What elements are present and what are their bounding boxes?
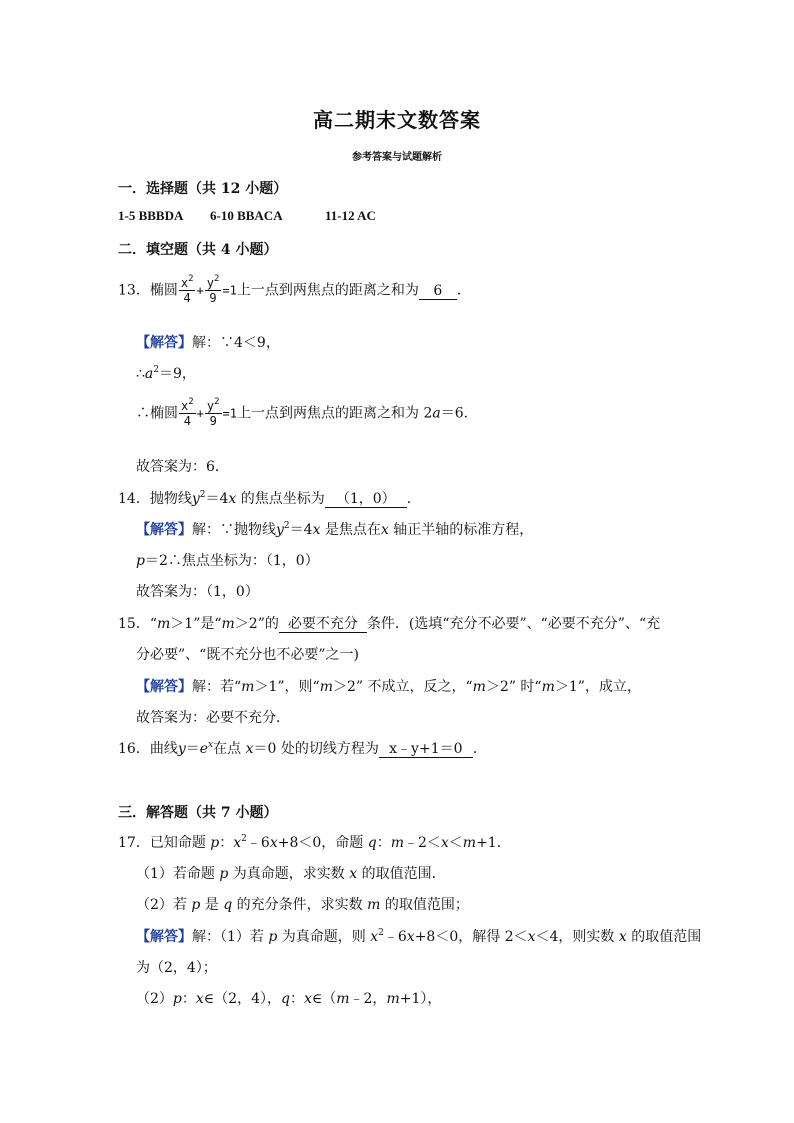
section-heading-fill: 二．填空题（共 4 小题） [118,242,278,258]
choice-answer-2: 6-10 BBACA [210,208,283,223]
section-heading-solve: 三．解答题（共 7 小题） [118,805,278,821]
question-17: 17．已知命题 p：$x^2﹣6x+8<0$，命题 q：m﹣2＜x＜m+1． [118,834,511,851]
solution-17-line3: （2）p：x∈（2，4），q：x∈（m﹣2，m+1）， [136,991,442,1007]
solution-15-line1: 【解答】解：若“m＞1”，则“m＞2” 不成立，反之，“m＞2” 时“m＞1”，成立， [136,679,641,695]
fraction-x2-over-4: $\frac{x^2}{4}$ [180,274,194,305]
solution-14-line1: 【解答】解：∵抛物线$y^2=4x$ 是焦点在x 轴正半轴的标准方程， [136,521,534,538]
question-16: 16．曲线$y=e^x$在点 x＝0 处的切线方程为 x﹣y+1＝0 ． [118,740,487,757]
solution-15-final: 故答案为：必要不充分． [136,710,290,726]
answer-blank-15: 必要不充分 [279,616,367,633]
solution-17-line2: 为（2，4）； [136,960,217,976]
solution-13-line2: $\therefore a^2=9$， [136,365,196,382]
solution-17-line1: 【解答】解：（1）若 p 为真命题，则 $x^2﹣6x+8<0$，解得 2＜x＜4，则实数 x 的取值范围 [136,928,702,945]
answer-blank-16: x﹣y+1＝0 [379,741,473,758]
solution-13-final: 故答案为：6． [136,459,229,475]
solution-14-line2: p＝2∴焦点坐标为：（1，0） [136,553,319,569]
question-17-part1: （1）若命题 p 为真命题，求实数 x 的取值范围． [136,866,446,882]
page-title: 高二期末文数答案 [313,108,481,132]
solution-14-final: 故答案为：（1，0） [136,584,259,600]
question-15: 15．“m＞1”是“m＞2”的 必要不充分 条件．(选填“充分不必要”、“必要不充分”、“充 [118,616,661,632]
section-heading-choice: 一．选择题（共 12 小题） [118,181,288,197]
question-15-line2: 分必要”、“既不充分也不必要”之一) [136,647,359,663]
solution-tag: 【解答】 [136,335,192,351]
question-13: 13．椭圆 $\frac{x^2}{4}$ + $\frac{y^2}{9}$ =1上一点到两焦点的距离之和为 6 ． [118,274,471,305]
fraction-y2-over-9: $\frac{y^2}{9}$ [206,274,220,305]
question-17-part2: （2）若 p 是 q 的充分条件，求实数 m 的取值范围； [136,897,469,913]
answer-blank-13: 6 [419,283,457,300]
answer-blank-14: （1，0） [325,491,407,508]
solution-13-line1: 【解答】解：∵4＜9， [136,335,280,351]
page-subtitle: 参考答案与试题解析 [352,152,442,163]
choice-answer-3: 11-12 AC [325,208,376,223]
question-14: 14．抛物线$y^2=4x$ 的焦点坐标为 （1，0） ． [118,490,421,507]
choice-answer-1: 1-5 BBBDA [118,208,184,223]
solution-13-line3: ∴椭圆 $\frac{x^2}{4}$ + $\frac{y^2}{9}$ =1上一点到两焦点的距离之和为 2a＝6． [136,397,478,428]
